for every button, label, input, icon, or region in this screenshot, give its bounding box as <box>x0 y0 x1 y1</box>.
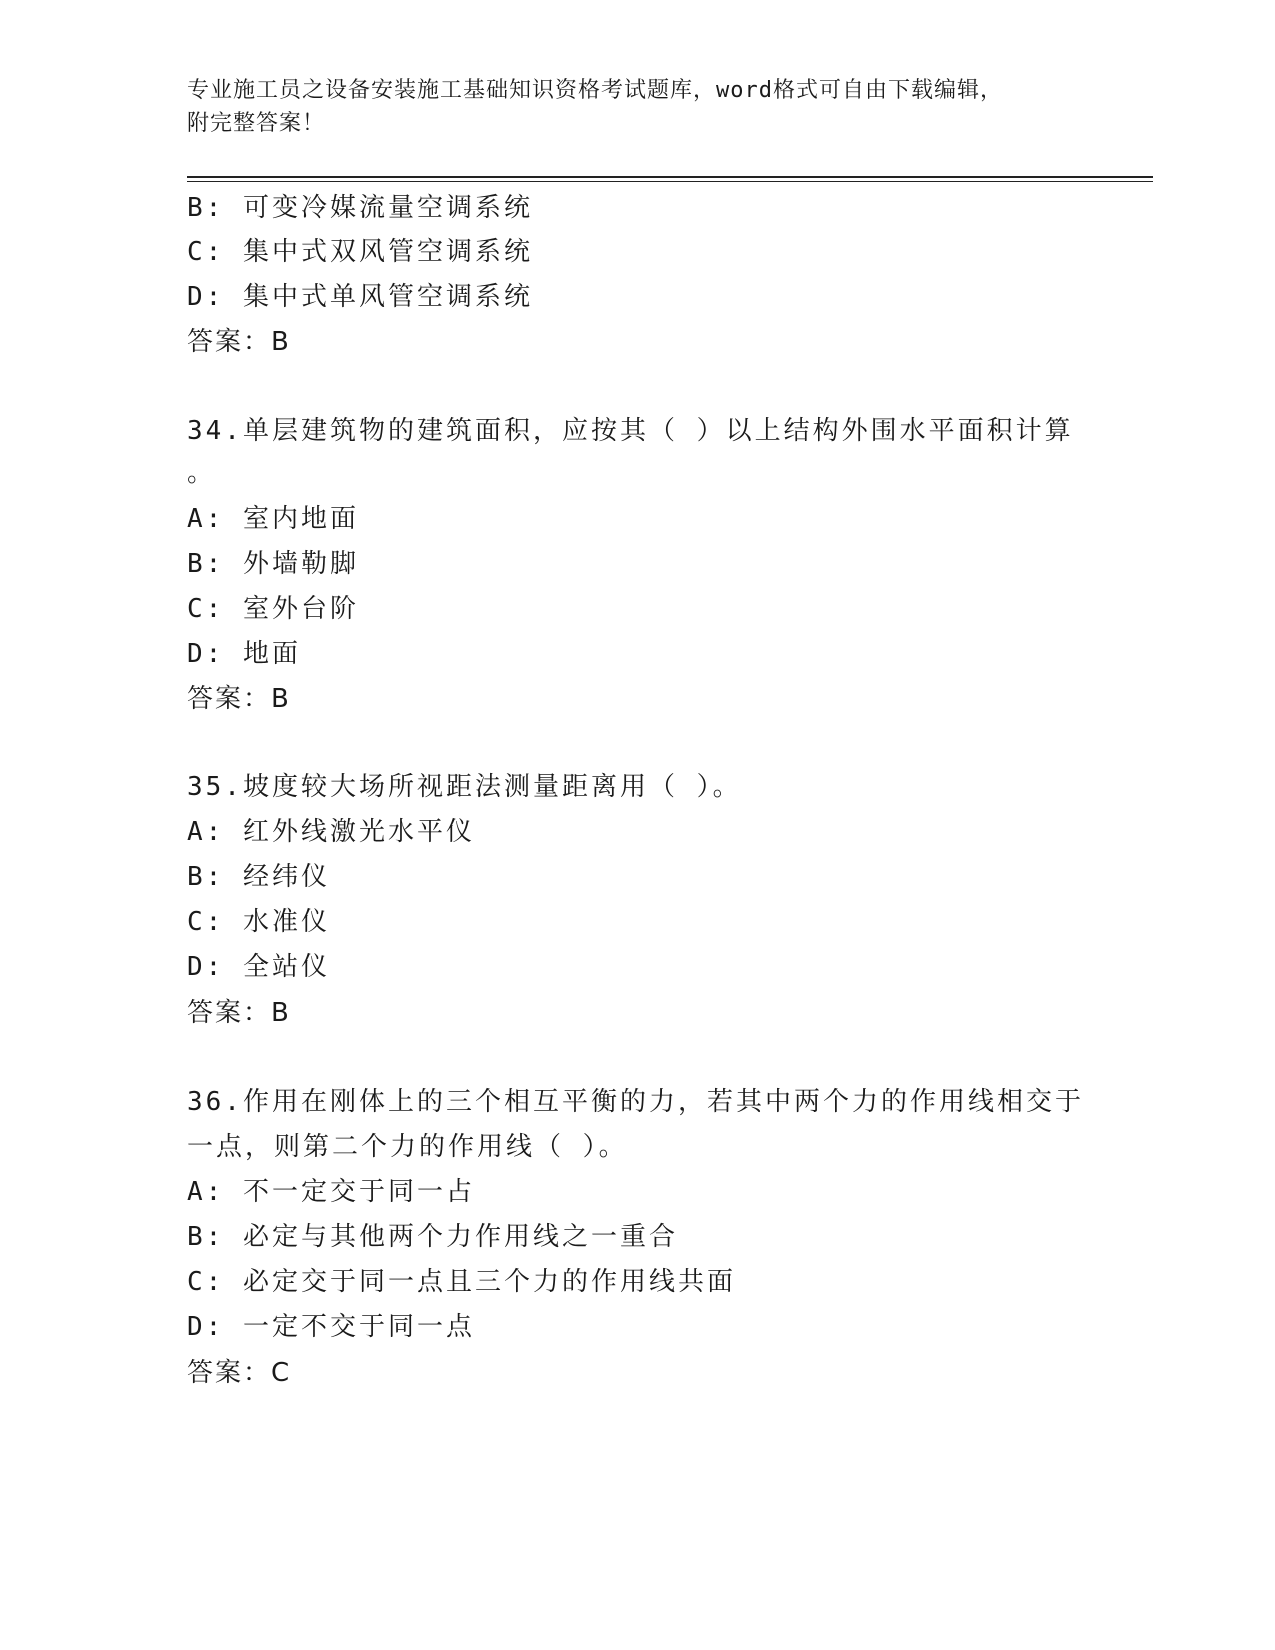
header-line-1: 专业施工员之设备安装施工基础知识资格考试题库，word格式可自由下载编辑， <box>187 78 1003 103</box>
document-header <box>187 74 1087 140</box>
q33-option-b: B: 可变冷媒流量空调系统 <box>187 193 533 223</box>
q36-option-a: A: 不一定交于同一占 <box>187 1177 475 1207</box>
q33-option-d: D: 集中式单风管空调系统 <box>187 282 533 312</box>
header-line-2: 附完整答案！ <box>187 111 326 136</box>
q35-answer: 答案：B <box>187 998 291 1028</box>
q36-stem-line-2: 一点，则第二个力的作用线（ ）。 <box>187 1132 628 1162</box>
q36-option-c: C: 必定交于同一点且三个力的作用线共面 <box>187 1267 736 1297</box>
q36-answer: 答案：C <box>187 1358 292 1388</box>
q36-stem-line-1: 36.作用在刚体上的三个相互平衡的力，若其中两个力的作用线相交于 <box>187 1087 1084 1117</box>
q35-stem: 35.坡度较大场所视距法测量距离用（ ）。 <box>187 772 742 802</box>
q34-option-d: D: 地面 <box>187 639 301 669</box>
q33-answer: 答案：B <box>187 327 291 357</box>
q36-option-b: B: 必定与其他两个力作用线之一重合 <box>187 1222 678 1252</box>
q34-answer: 答案：B <box>187 684 291 714</box>
q33-option-c: C: 集中式双风管空调系统 <box>187 237 533 267</box>
q34-option-b: B: 外墙勒脚 <box>187 549 359 579</box>
q36-option-d: D: 一定不交于同一点 <box>187 1312 475 1342</box>
q35-option-b: B: 经纬仪 <box>187 862 330 892</box>
q35-option-d: D: 全站仪 <box>187 952 330 982</box>
header-divider-thin <box>187 181 1153 182</box>
header-divider-thick <box>187 176 1153 178</box>
q34-stem-line-1: 34.单层建筑物的建筑面积，应按其（ ）以上结构外围水平面积计算 <box>187 416 1074 446</box>
q35-option-a: A: 红外线激光水平仪 <box>187 817 475 847</box>
q35-option-c: C: 水准仪 <box>187 907 330 937</box>
q34-stem-line-2: 。 <box>187 458 217 488</box>
q34-option-a: A: 室内地面 <box>187 504 359 534</box>
q34-option-c: C: 室外台阶 <box>187 594 359 624</box>
